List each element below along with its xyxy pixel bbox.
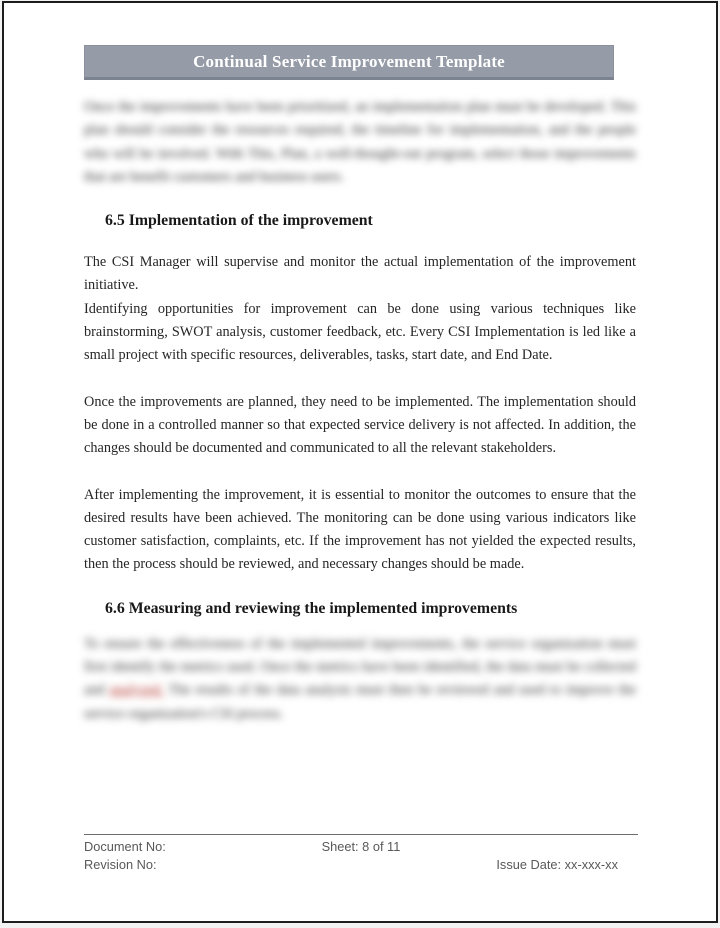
outro-red-link[interactable]: analyzed. bbox=[109, 682, 164, 699]
footer-row2-spacer bbox=[267, 856, 455, 874]
outro-blurred-after: The results of the data analysis must then be reviewed and used to improve the service organization's CSI process. bbox=[84, 682, 636, 722]
document-title: Continual Service Improvement Template bbox=[193, 52, 505, 71]
footer-row1-spacer bbox=[455, 838, 638, 856]
footer-issue-date: Issue Date: xx-xxx-xx bbox=[496, 857, 618, 872]
section-heading-6-5: 6.5 Implementation of the improvement bbox=[105, 212, 373, 230]
footer-row-1 bbox=[84, 838, 638, 856]
footer-row-2 bbox=[84, 856, 638, 874]
intro-paragraph-blurred: Once the improvements have been prioritized, an implementation plan must be developed. This plan should consider the resources required, the timeline for implementation, and the people who will be involved. With This, Plan, a well-thought-out program, select those improvements that are benefit customers and business users. bbox=[84, 99, 636, 185]
outro-paragraph-blurred bbox=[84, 633, 636, 726]
paragraph-improvements-planned: Once the improvements are planned, they need to be implemented. The implementation should be done in a controlled manner so that expected service delivery is not affected. In addition, the changes should be documented and communicated to all the relevant stakeholders. bbox=[84, 393, 636, 457]
document-page bbox=[2, 1, 718, 923]
page-footer bbox=[84, 834, 638, 874]
paragraph-identifying-opportunities: Identifying opportunities for improvement can be done using various techniques like brainstorming, SWOT analysis, customer feedback, etc. Every CSI Implementation is led like a small project with specific resources, deliverables, tasks, start date, and End Date. bbox=[84, 300, 636, 364]
section-heading-6-6: 6.6 Measuring and reviewing the implemented improvements bbox=[105, 599, 518, 617]
document-title-bar bbox=[84, 45, 614, 80]
footer-sheet-number: Sheet: 8 of 11 bbox=[321, 839, 401, 854]
footer-document-no: Document No: bbox=[84, 839, 166, 854]
footer-revision-no: Revision No: bbox=[84, 857, 157, 872]
footer-divider bbox=[84, 834, 638, 835]
paragraph-csi-manager: The CSI Manager will supervise and monitor the actual implementation of the improvement initiative. bbox=[84, 254, 636, 294]
outro-blurred-before: To ensure the effectiveness of the implemented improvements, the service organization must first identify the metrics used. Once the metrics have been identified, the data must be collected and bbox=[84, 635, 636, 699]
paragraph-after-implementing: After implementing the improvement, it is essential to monitor the outcomes to ensure that the desired results have been achieved. The monitoring can be done using various indicators like customer satisfaction, complaints, etc. If the improvement has not yielded the expected results, then the process should be reviewed, and necessary changes should be made. bbox=[84, 486, 636, 573]
